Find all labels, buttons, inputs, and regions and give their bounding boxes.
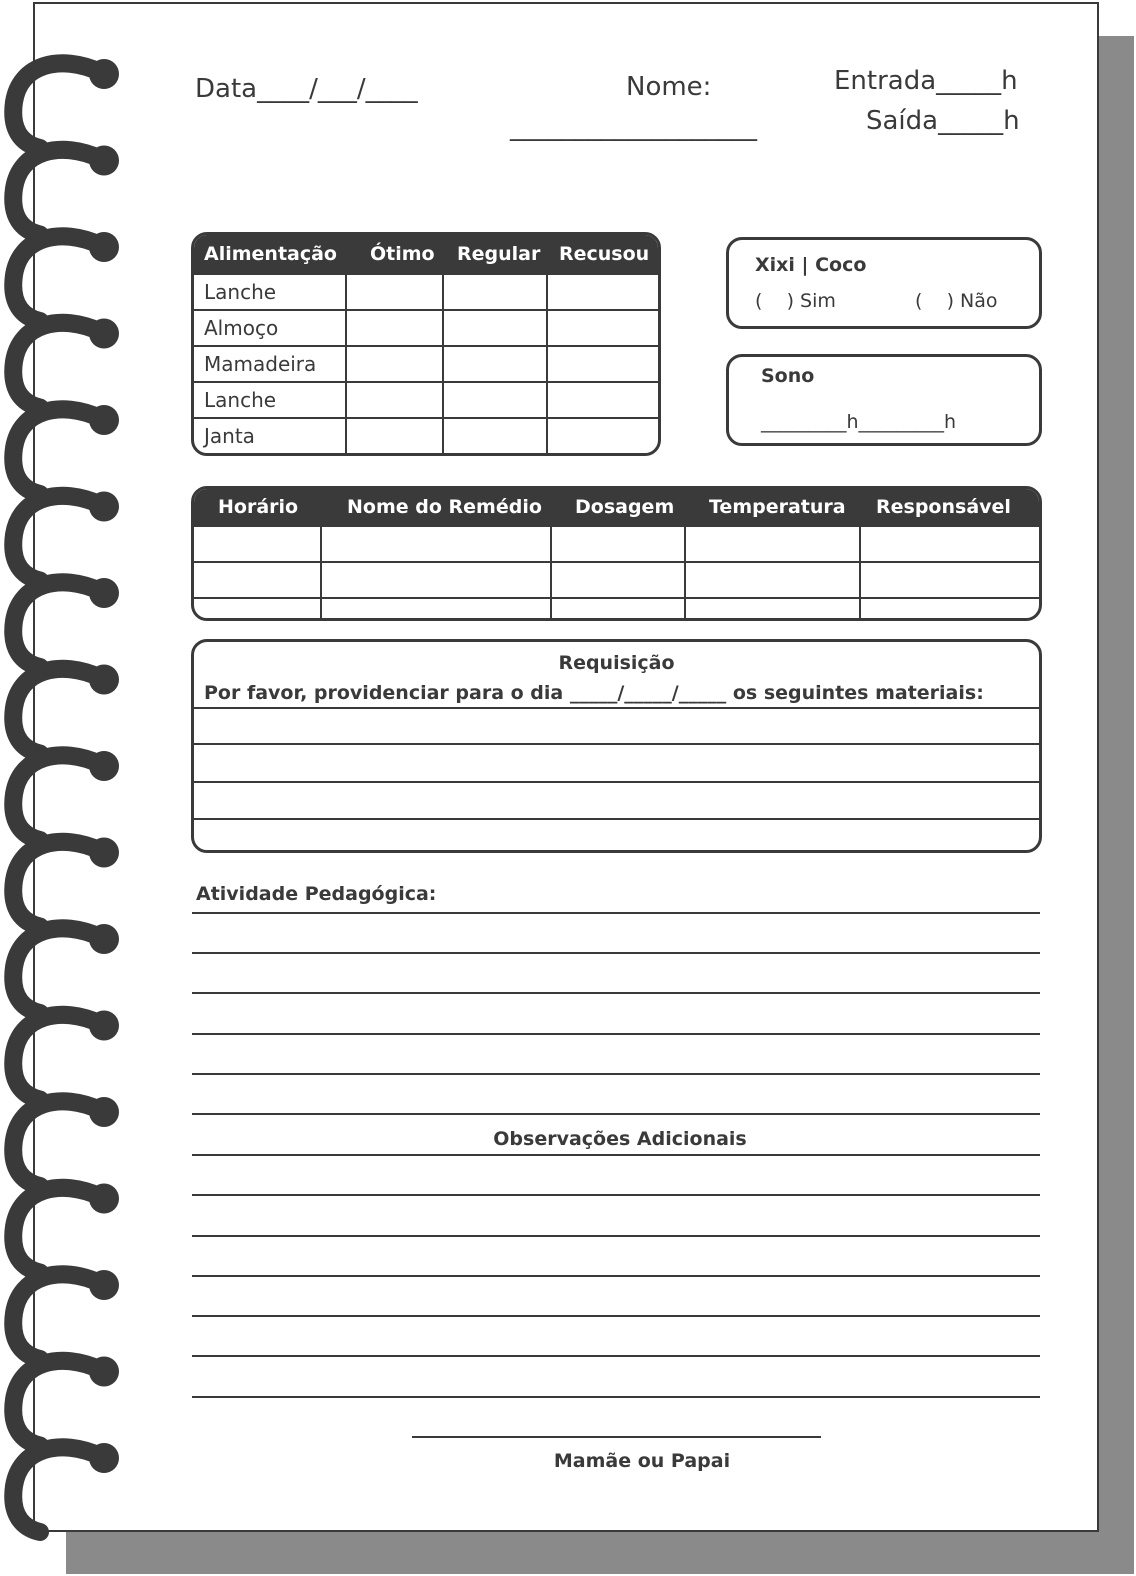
potty-title: Xixi | Coco [755,254,867,276]
potty-box [726,237,1042,329]
requisition-line[interactable] [194,781,1039,783]
notes-label: Observações Adicionais [493,1128,747,1150]
meal-name: Mamadeira [194,346,346,382]
medicine-cell[interactable] [685,598,860,621]
medicine-cell[interactable] [551,526,685,562]
sleep-box [726,354,1042,446]
activity-label: Atividade Pedagógica: [196,883,437,905]
notes-line[interactable] [192,1275,1040,1277]
medicine-header-responsible: Responsável [860,489,1039,526]
medicine-cell[interactable] [685,562,860,598]
meal-cell-refused[interactable] [547,382,658,418]
medicine-cell[interactable] [860,562,1039,598]
requisition-title: Requisição [558,652,675,674]
meal-name: Lanche [194,274,346,310]
requisition-line[interactable] [194,743,1039,745]
spiral-ring [13,751,119,840]
date-field[interactable]: Data____/___/____ [195,74,418,104]
meal-cell-regular[interactable] [443,310,547,346]
meal-row [194,274,658,310]
spiral-ring [13,1357,119,1446]
medicine-cell[interactable] [860,526,1039,562]
meal-cell-great[interactable] [346,382,443,418]
requisition-text: Por favor, providenciar para o dia _____/_____/_____ os seguintes materiais: [204,682,984,704]
spiral-ring [13,838,119,927]
medicine-row [194,562,1039,598]
notes-line[interactable] [192,1355,1040,1357]
requisition-line[interactable] [194,818,1039,820]
medicine-header-dosage: Dosagem [551,489,685,526]
medicine-cell[interactable] [860,598,1039,621]
notes-line[interactable] [192,1235,1040,1237]
spiral-ring [13,665,119,754]
medicine-header-name: Nome do Remédio [321,489,551,526]
meal-cell-great[interactable] [346,274,443,310]
signature-line[interactable] [412,1436,821,1438]
meal-row [194,418,658,453]
medicine-cell[interactable] [321,526,551,562]
meal-cell-great[interactable] [346,310,443,346]
spiral-ring [13,492,119,581]
meal-header-great: Ótimo [346,235,443,274]
meal-cell-refused[interactable] [547,274,658,310]
meal-cell-refused[interactable] [547,346,658,382]
medicine-cell[interactable] [551,562,685,598]
medicine-cell[interactable] [321,562,551,598]
spiral-ring [13,578,119,667]
potty-yes-option[interactable]: ( ) Sim [755,290,836,312]
meal-header-refused: Recusou [547,235,658,274]
medicine-cell[interactable] [194,562,321,598]
meal-cell-regular[interactable] [443,346,547,382]
medicine-cell[interactable] [321,598,551,621]
spiral-ring [13,405,119,494]
exit-time-field[interactable]: Saída_____h [866,106,1020,136]
spiral-binding [0,0,130,1576]
name-label: Nome: [626,72,712,102]
activity-line[interactable] [192,1033,1040,1035]
meal-name: Almoço [194,310,346,346]
medicine-table-box [191,486,1042,621]
meal-name: Janta [194,418,346,453]
potty-no-option[interactable]: ( ) Não [915,290,998,312]
spiral-ring [13,1097,119,1186]
medicine-table [194,489,1039,621]
meal-table-box [191,232,661,456]
medicine-cell[interactable] [685,526,860,562]
entry-time-field[interactable]: Entrada_____h [834,66,1018,96]
notes-line[interactable] [192,1194,1040,1196]
meal-cell-refused[interactable] [547,418,658,453]
medicine-row [194,598,1039,621]
spiral-ring [13,1270,119,1359]
activity-line[interactable] [192,1113,1040,1115]
meal-header-regular: Regular [443,235,547,274]
activity-line[interactable] [192,952,1040,954]
spiral-ring [13,232,119,321]
medicine-cell[interactable] [194,526,321,562]
meal-name: Lanche [194,382,346,418]
spiral-ring [13,59,119,148]
meal-row [194,310,658,346]
spiral-ring [13,319,119,408]
meal-table [194,235,658,453]
name-field[interactable]: ___________________ [510,112,757,142]
medicine-header-time: Horário [194,489,321,526]
notes-line[interactable] [192,1315,1040,1317]
spiral-ring [13,924,119,1013]
signature-label: Mamãe ou Papai [553,1450,731,1472]
requisition-line [194,707,1039,709]
activity-line[interactable] [192,912,1040,914]
requisition-box [191,639,1042,853]
meal-cell-regular[interactable] [443,418,547,453]
medicine-cell[interactable] [551,598,685,621]
meal-header-food: Alimentação [194,235,346,274]
spiral-ring [13,146,119,235]
activity-line[interactable] [192,1073,1040,1075]
meal-row [194,346,658,382]
spiral-ring [13,1443,119,1532]
meal-cell-great[interactable] [346,418,443,453]
medicine-cell[interactable] [194,598,321,621]
medicine-row [194,526,1039,562]
sleep-title: Sono [761,365,815,387]
activity-line[interactable] [192,992,1040,994]
spiral-ring [13,1011,119,1100]
meal-cell-refused[interactable] [547,310,658,346]
meal-cell-great[interactable] [346,346,443,382]
notes-line[interactable] [192,1396,1040,1398]
meal-row [194,382,658,418]
meal-cell-regular[interactable] [443,274,547,310]
notes-line[interactable] [192,1154,1040,1156]
meal-cell-regular[interactable] [443,382,547,418]
spiral-ring [13,1184,119,1273]
medicine-header-temperature: Temperatura [685,489,860,526]
sleep-time-field[interactable]: _________h_________h [761,411,957,433]
